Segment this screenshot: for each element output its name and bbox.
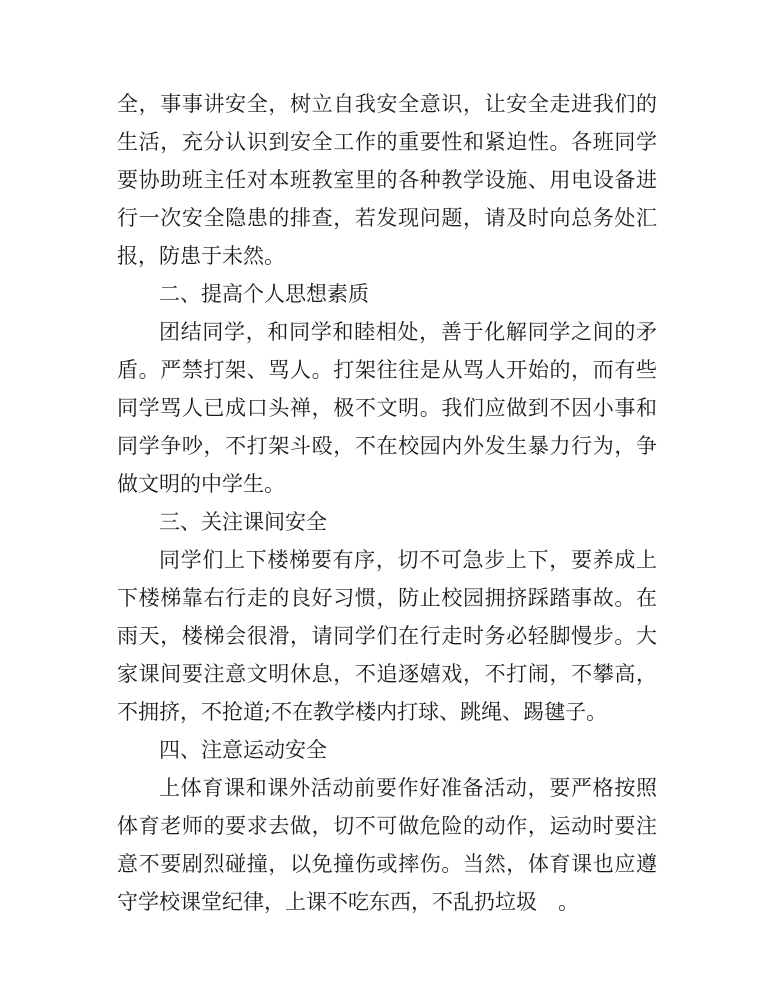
paragraph-line: 全，事事讲安全，树立自我安全意识，让安全走进我们的 (117, 92, 657, 116)
paragraph-line: 守学校课堂纪律，上课不吃东西，不乱扔垃圾 。 (117, 890, 579, 914)
paragraph-line: 同学们上下楼梯要有序，切不可急步上下，要养成上 (159, 548, 657, 572)
paragraph-line: 同学争吵，不打架斗殴，不在校园内外发生暴力行为，争 (117, 434, 657, 458)
paragraph-line: 雨天，楼梯会很滑，请同学们在行走时务必轻脚慢步。大 (117, 624, 657, 648)
section-heading: 二、提高个人思想素质 (159, 282, 369, 306)
section-heading: 三、关注课间安全 (159, 510, 327, 534)
paragraph-line: 意不要剧烈碰撞，以免撞伤或摔伤。当然，体育课也应遵 (117, 852, 657, 876)
paragraph-line: 不拥挤，不抢道;不在教学楼内打球、跳绳、踢毽子。 (117, 700, 608, 724)
paragraph-line: 行一次安全隐患的排查，若发现问题，请及时向总务处汇 (117, 206, 657, 230)
paragraph-line: 下楼梯靠右行走的良好习惯，防止校园拥挤踩踏事故。在 (117, 586, 657, 610)
paragraph-line: 家课间要注意文明休息，不追逐嬉戏，不打闹，不攀高， (117, 662, 657, 686)
paragraph-line: 报，防患于未然。 (117, 244, 285, 268)
paragraph-line: 做文明的中学生。 (117, 472, 285, 496)
paragraph-line: 团结同学，和同学和睦相处，善于化解同学之间的矛 (159, 320, 657, 344)
paragraph-line: 同学骂人已成口头禅，极不文明。我们应做到不因小事和 (117, 396, 657, 420)
paragraph-line: 生活，充分认识到安全工作的重要性和紧迫性。各班同学 (117, 130, 657, 154)
paragraph-line: 要协助班主任对本班教室里的各种教学设施、用电设备进 (117, 168, 657, 192)
paragraph-line: 上体育课和课外活动前要作好准备活动，要严格按照 (159, 776, 657, 800)
section-heading: 四、注意运动安全 (159, 738, 327, 762)
paragraph-line: 体育老师的要求去做，切不可做危险的动作，运动时要注 (117, 814, 657, 838)
paragraph-line: 盾。严禁打架、骂人。打架往往是从骂人开始的，而有些 (117, 358, 657, 382)
